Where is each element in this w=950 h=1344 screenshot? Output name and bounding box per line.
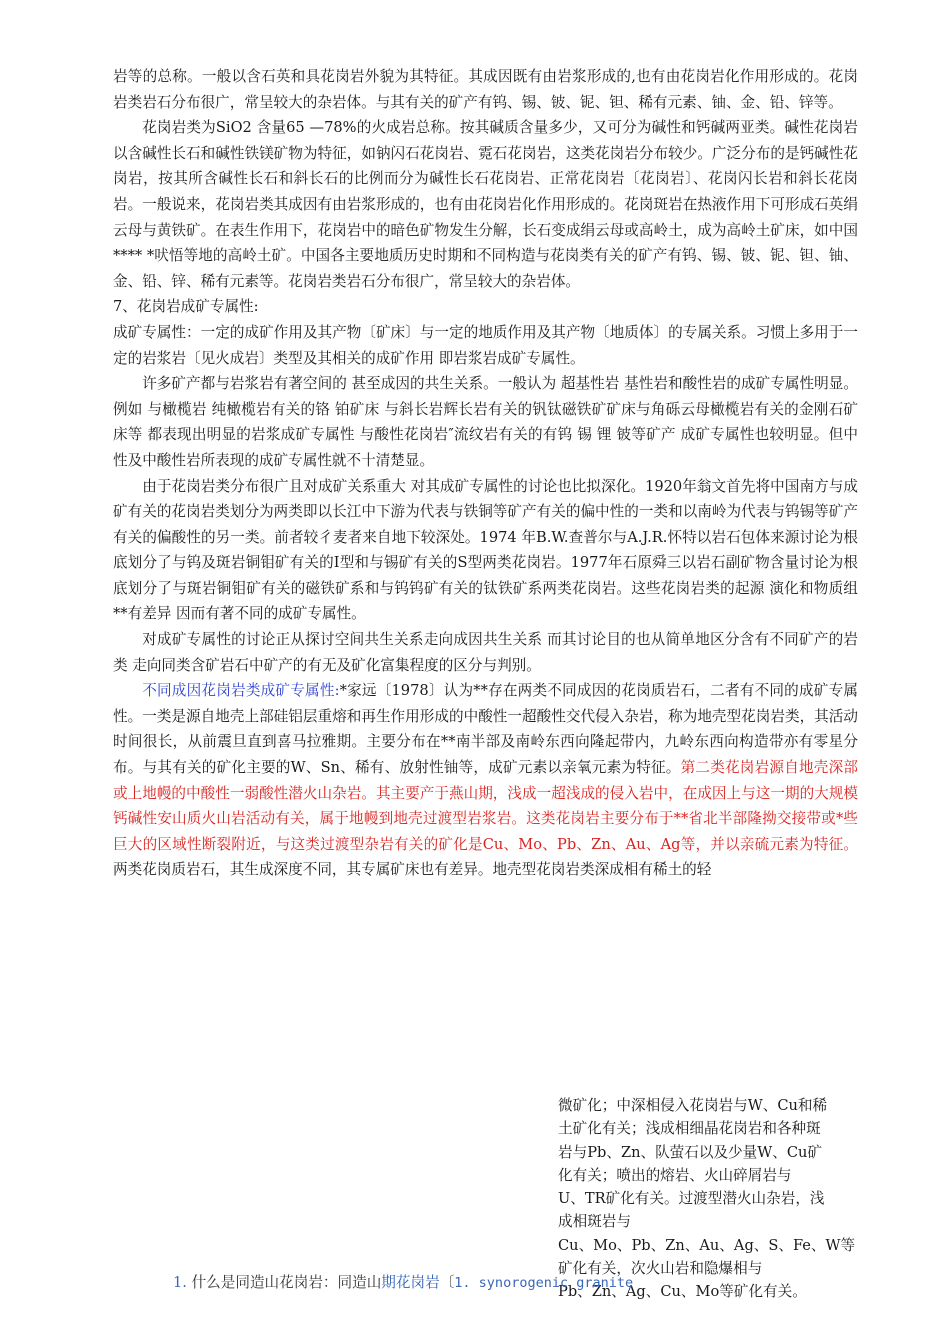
side-line: 土矿化有关；浅成相细晶花岗岩和各种斑 — [558, 1120, 821, 1138]
paragraph-7-text-b: 两类花岗质岩石，其生成深度不同，其专属矿床也有差异。地壳型花岗岩类深成相有稀土的轻 — [113, 861, 712, 879]
paragraph-1: 岩等的总称。一般以含石英和具花岗岩外貌为其特征。其成因既有由岩浆形成的,也有由花岗岩化作用形成的。花岗岩类岩石分布很广，常呈较大的杂岩体。与其有关的矿产有钨、锡、铍、铌、钽、稀有元素、铀、金、铅、锌等。 — [113, 68, 858, 111]
paragraph-7-red-text: 第二类花岗岩源自地壳深部或上地幔的中酸性一弱酸性潜火山杂岩。其主要产于燕山期，浅成一超浅成的侵入岩中，在成因上与这一期的大规模钙碱性安山质火山岩活动有关，属于地幔到地壳过渡型岩浆岩。这类花岗岩主要分布于**省北半部隆拗交接带或*些巨大的区域性断裂附近，与这类过渡型杂岩有关的矿化是Cu、Mo、Pb、Zn、Au、Ag等，并以亲硫元素为特征。 — [113, 759, 858, 853]
side-line: 矿化有关，次火山岩和隐爆相与 — [558, 1260, 763, 1278]
side-line: Cu、Mo、Pb、Zn、Au、Ag、S、Fe、W等 — [558, 1236, 856, 1254]
main-text-column — [113, 64, 858, 883]
section-heading-7: 7、花岗岩成矿专属性: — [113, 298, 259, 316]
side-line: 微矿化；中深相侵入花岗岩与W、Cu和稀 — [558, 1097, 828, 1114]
footer-english-term: 1. synorogenic granite — [454, 1275, 634, 1291]
paragraph-7-blue-heading: 不同成因花岗岩类成矿专属性: — [142, 682, 340, 700]
footer-bracket: 〔 — [439, 1274, 455, 1291]
paragraph-7-text-a: *家远〔1978〕认为**存在两类不同成因的花岗质岩石，二者有不同的成矿专属性。一类是源自地壳上部硅铝层重熔和再生作用形成的中酸性一超酸性交代侵入杂岩，称为地壳型花岗岩类，其活动时间很长，从前震旦直到喜马拉雅期。主要分布在**南半部及南岭东西向隆起带内，九岭东西向构造带亦有零星分布。与其有关的矿化主要的W、Sn、稀有、放射性铀等，成矿元素以亲氧元素为特征。 — [113, 682, 858, 777]
side-line: 化有关；喷出的熔岩、火山碎屑岩与 — [558, 1166, 792, 1184]
side-line: 岩与Pb、Zn、队萤石以及少量W、Cu矿 — [558, 1143, 822, 1161]
side-line: U、TR矿化有关。过渡型潜火山杂岩，浅 — [558, 1190, 825, 1208]
footer-link-term[interactable]: 期花岗岩 — [381, 1274, 440, 1291]
paragraph-2: 花岗岩类为SiO2 含量65 —78%的火成岩总称。按其碱质含量多少，又可分为碱性和钙碱两亚类。碱性花岗岩以含碱性长石和碱性铁镁矿物为特征，如钠闪石花岗岩、霓石花岗岩，这类花岗岩分布较少。广泛分布的是钙碱性花岗岩，按其所含碱性长石和斜长石的比例而分为碱性长石花岗岩、正常花岗岩〔花岗岩〕、花岗闪长岩和斜长花岗岩。一般说来，花岗岩类其成因有由岩浆形成的，也有由花岗岩化作用形成的。花岗斑岩在热液作用下可形成石英绢云母与黄铁矿。在表生作用下，花岗岩中的暗色矿物发生分解，长石变成绢云母或高岭土，成为高岭土矿床，如中国**** *吠悟等地的高岭土矿。中国各主要地质历史时期和不同构造与花岗类有关的矿产有钨、锡、铍、铌、钽、铀、金、铅、锌、稀有元素等。花岗岩类岩石分布很广，常呈较大的杂岩体。 — [113, 119, 858, 290]
side-line: Pb、Zn、Ag、Cu、Mo等矿化有关。 — [558, 1283, 807, 1301]
footer-question-text: 什么是同造山花岗岩：同造山 — [186, 1274, 382, 1291]
paragraph-7 — [113, 678, 858, 883]
paragraph-4: 许多矿产都与岩浆岩有著空间的 甚至成因的共生关系。一般认为 超基性岩 基性岩和酸性岩的成矿专属性明显。例如 与橄榄岩 纯橄榄岩有关的铬 铂矿床 与斜长岩辉长岩有关的钒钛磁铁矿矿床与角砾云母橄榄岩有关的金刚石矿床等 都表现出明显的岩浆成矿专属性 与酸性花岗岩″流纹岩有关的有钨 锡 锂 铍等矿产 成矿专属性也较明显。但中性及中酸性岩所表现的成矿专属性就不十清楚显。 — [113, 375, 858, 469]
side-line: 成相斑岩与 — [558, 1213, 631, 1231]
footer-number: 1. — [173, 1274, 187, 1291]
paragraph-6: 对成矿专属性的讨论正从探讨空间共生关系走向成因共生关系 而其讨论目的也从简单地区分含有不同矿产的岩类 走向同类含矿岩石中矿产的有无及矿化富集程度的区分与判别。 — [113, 631, 858, 674]
paragraph-5: 由于花岗岩类分布很广且对成矿关系重大 对其成矿专属性的讨论也比拟深化。1920年翁文首先将中国南方与成矿有关的花岗岩类划分为两类即以长江中下游为代表与铁铜等矿产有关的偏中性的一类和以南岭为代表与钨锡等矿产有关的偏酸性的另一类。前者较彳麦者来自地下较深处。1974 年B.W.查普尔与A.J.R.怀特以岩石包体来源讨论为根底划分了与钨及斑岩铜钼矿有关的I型和与锡矿有关的S型两类花岗岩。1977年石原舜三以岩石副矿物含量讨论为根底划分了与斑岩铜钼矿有关的磁铁矿系和与钨钨矿有关的钛铁矿系两类花岗岩。这些花岗岩类的起源 演化和物质组**有差异 因而有著不同的成矿专属性。 — [113, 477, 858, 623]
footer-question — [173, 1272, 873, 1294]
paragraph-3: 成矿专属性：一定的成矿作用及其产物〔矿床〕与一定的地质作用及其产物〔地质体〕的专属关系。习惯上多用于一定的岩浆岩〔见火成岩〕类型及其相关的成矿作用 即岩浆岩成矿专属性。 — [113, 323, 858, 367]
